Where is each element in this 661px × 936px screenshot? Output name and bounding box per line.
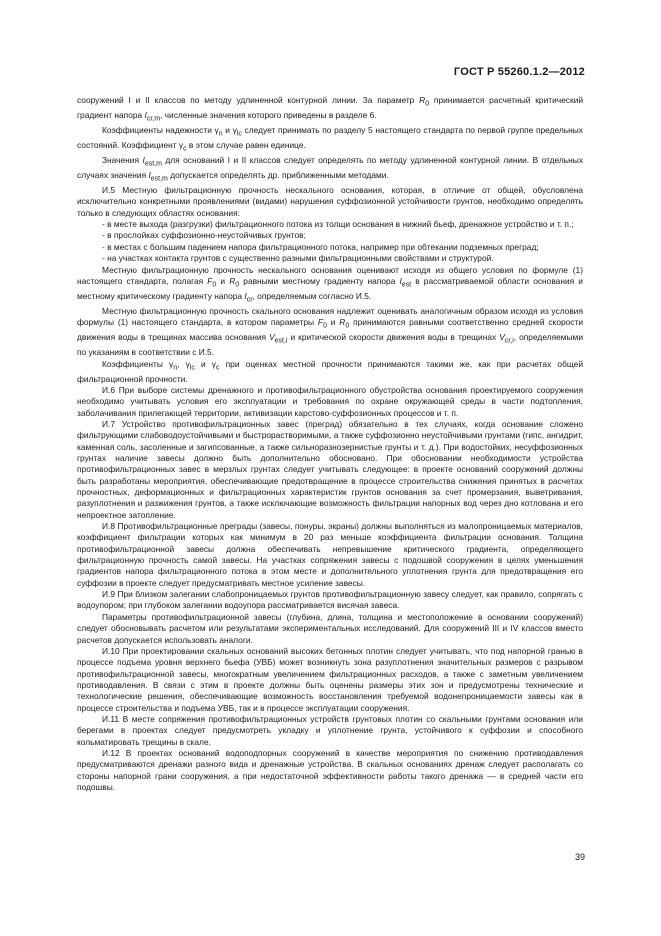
paragraph: - в местах с большим падением напора фильтрационного потока, например при обтекании подземных преград;	[102, 241, 539, 252]
paragraph: И.7 Устройство противофильтрационных завес (преград) обязательно в тех случаях, когда основание сложено фильтрующими слабоводоустойчивыми и быстрорастворимыми, а также суффозионно неустойчивыми грунтами (гипс, ангидрит, каменная соль, засоленные и загипсованные, а также сильноразнозернистые грунты и т. д.). При водостойких, несуффозионных грунтах наличие завесы должно быть дополнительно обосновано. При обосновании необходимости устройства противофильтрационных завес в мерзлых грунтах следует учитывать следующее: в проекте оснований сооружений должны быть разработаны мероприятия, обеспечивающие предотвращение в процессе строительства снижения принятых в расчетах прочностных, деформационных и фильтрационных характеристик грунтов основания за счет промерзания, выветривания, разуплотнения и разжижения грунтов, а также исключающие возможность фильтрации напорных вод через дно котлована и его непроектное затопление.	[77, 418, 583, 520]
paragraph: Параметры противофильтрационной завесы (глубина, длина, толщина и местоположение в основании сооружений) следует обосновывать расчетом или результатами экспериментальных исследований. Для сооружений III и IV классов вместо расчетов допускается использовать аналоги.	[77, 611, 583, 645]
paragraph: И.9 При близком залегании слабопроницаемых грунтов противофильтрационную завесу следует, как правило, сопрягать с водоупором; при глубоком залегании водоупора рассматривается висячая завеса.	[77, 589, 583, 611]
paragraph: И.8 Противофильтрационные преграды (завесы, понуры, экраны) должны выполняться из малопроницаемых материалов, коэффициент фильтрации которых как минимум в 20 раз меньше коэффициента фильтрации основания. Толщина противофильтрационной завесы должна обеспечивать непревышение критического градиента, определяющего фильтрационную прочность самой завесы. На участках сопряжения завесы с подошвой сооружения в целях уменьшения градиентов напора фильтрационного потока в этом месте и дополнительного уплотнения грунта для предотвращения его суффозии в проекте следует предусматривать местное усиление завесы.	[77, 521, 583, 588]
paragraph: И.11 В месте сопряжения противофильтрационных устройств грунтовых плотин со скальными грунтами основания или берегами в проектах следует предусмотреть укладку и уплотнение грунта, устойчивого к суффозии и способного кольматировать трещины в скале.	[77, 713, 583, 747]
paragraph: сооружений I и II классов по методу удлиненной контурной линии. За параметр $R_0$ принимается расчетный критический градиент напора $I_{cr,m}$, численные значения которого приведены в разделе 6.	[77, 95, 584, 123]
paragraph: - на участках контакта грунтов с существенно разными фильтрационными свойствами и структурой.	[102, 253, 494, 264]
paragraph: Коэффициенты $\gamma_n$, $\gamma_{lc}$ и $\gamma_c$ при оценках местной прочности принимаются такими же, как при расчетах общей фильтрационной прочности.	[77, 358, 584, 384]
paragraph: Коэффициенты надежности $\gamma_n$ и $\gamma_{lc}$ следует принимать по разделу 5 настоящего стандарта по первой группе предельных состояний. Коэффициент $\gamma_c$ в этом случае равен единице.	[77, 125, 583, 153]
document-header: ГОСТ Р 55260.1.2—2012	[453, 66, 585, 78]
paragraph: И.5 Местную фильтрационную прочность нескального основания, которая, в отличие от общей, обусловлена исключительно конкретными проявлениями (видами) нарушения суффозионной устойчивости грунтов, необходимо определять только в следующих областях основания:	[77, 185, 583, 218]
paragraph: - в прослойках суффозионно-неустойчивых грунтов;	[102, 230, 306, 241]
paragraph: Значения $I_{est,m}$ для оснований I и II классов следует определять по методу удлиненной контурной линии. В отдельных случаях значения $I_{est,m}$ допускается определять др. приближенными методами.	[77, 155, 584, 183]
paragraph: И.10 При проектировании скальных оснований высоких бетонных плотин следует учитывать, что под напорной гранью в процессе подъема уровня верхнего бьефа (УВБ) может возникнуть зона разуплотнения значительных размеров с разрывом противофильтрационной завесы, многократным увеличением фильтрационных расходов, а также с заметным увеличением противодавления. В связи с этим в проекте должны быть оценены размеры этих зон и предусмотрены технические и технологические решения, обеспечивающие возможность восстановления требуемой водонепроницаемости завесы как в процессе строительства и подъема УВБ, так и в процессе эксплуатации сооружения.	[77, 645, 583, 713]
paragraph: И.12 В проектах оснований водоподпорных сооружений в качестве мероприятия по снижению противодавления предусматриваются дренажи разного вида и дренажные устройства. В скальных основаниях дренаж следует располагать со стороны напорной грани сооружения, а при недостаточной эффективности работы такого дренажа — в средней части его подошвы.	[77, 747, 583, 792]
page-number: 39	[574, 852, 585, 862]
paragraph: Местную фильтрационную прочность нескального основания оценивают исходя из общего условия по формуле (1) настоящего стандарта, полагая $F_0$ и $R_0$ равными местному градиенту напора $I_{est}$ в рассматриваемой области основания и местному критическому градиенту напора $I_{cr}$, определяемым согласно И.5.	[77, 264, 583, 304]
paragraph: И.6 При выборе системы дренажного и противофильтрационного обустройства основания проектируемого сооружения необходимо учитывать условия его эксплуатации и требования по охране окружающей среды в части подтопления, заболачивания прилегающей территории, активизации карстово-суффозионных процессов и т. п.	[77, 384, 583, 418]
paragraph: Местную фильтрационную прочность скального основания надлежит оценивать аналогичным образом исходя из условия формулы (1) настоящего стандарта, в котором параметры $F_0$ и $R_0$ принимаются равными соответственно средней скорости движения воды в трещинах массива основания $V_{est,i}$ и критической скорости движения воды в трещинах $V_{cr,i}$, определяемыми по указаниям в соответствии с И.5.	[77, 305, 583, 358]
paragraph: - в месте выхода (разгрузки) фильтрационного потока из толщи основания в нижний бьеф, дренажное устройство и т. п.;	[102, 219, 574, 230]
document-body	[77, 95, 583, 793]
